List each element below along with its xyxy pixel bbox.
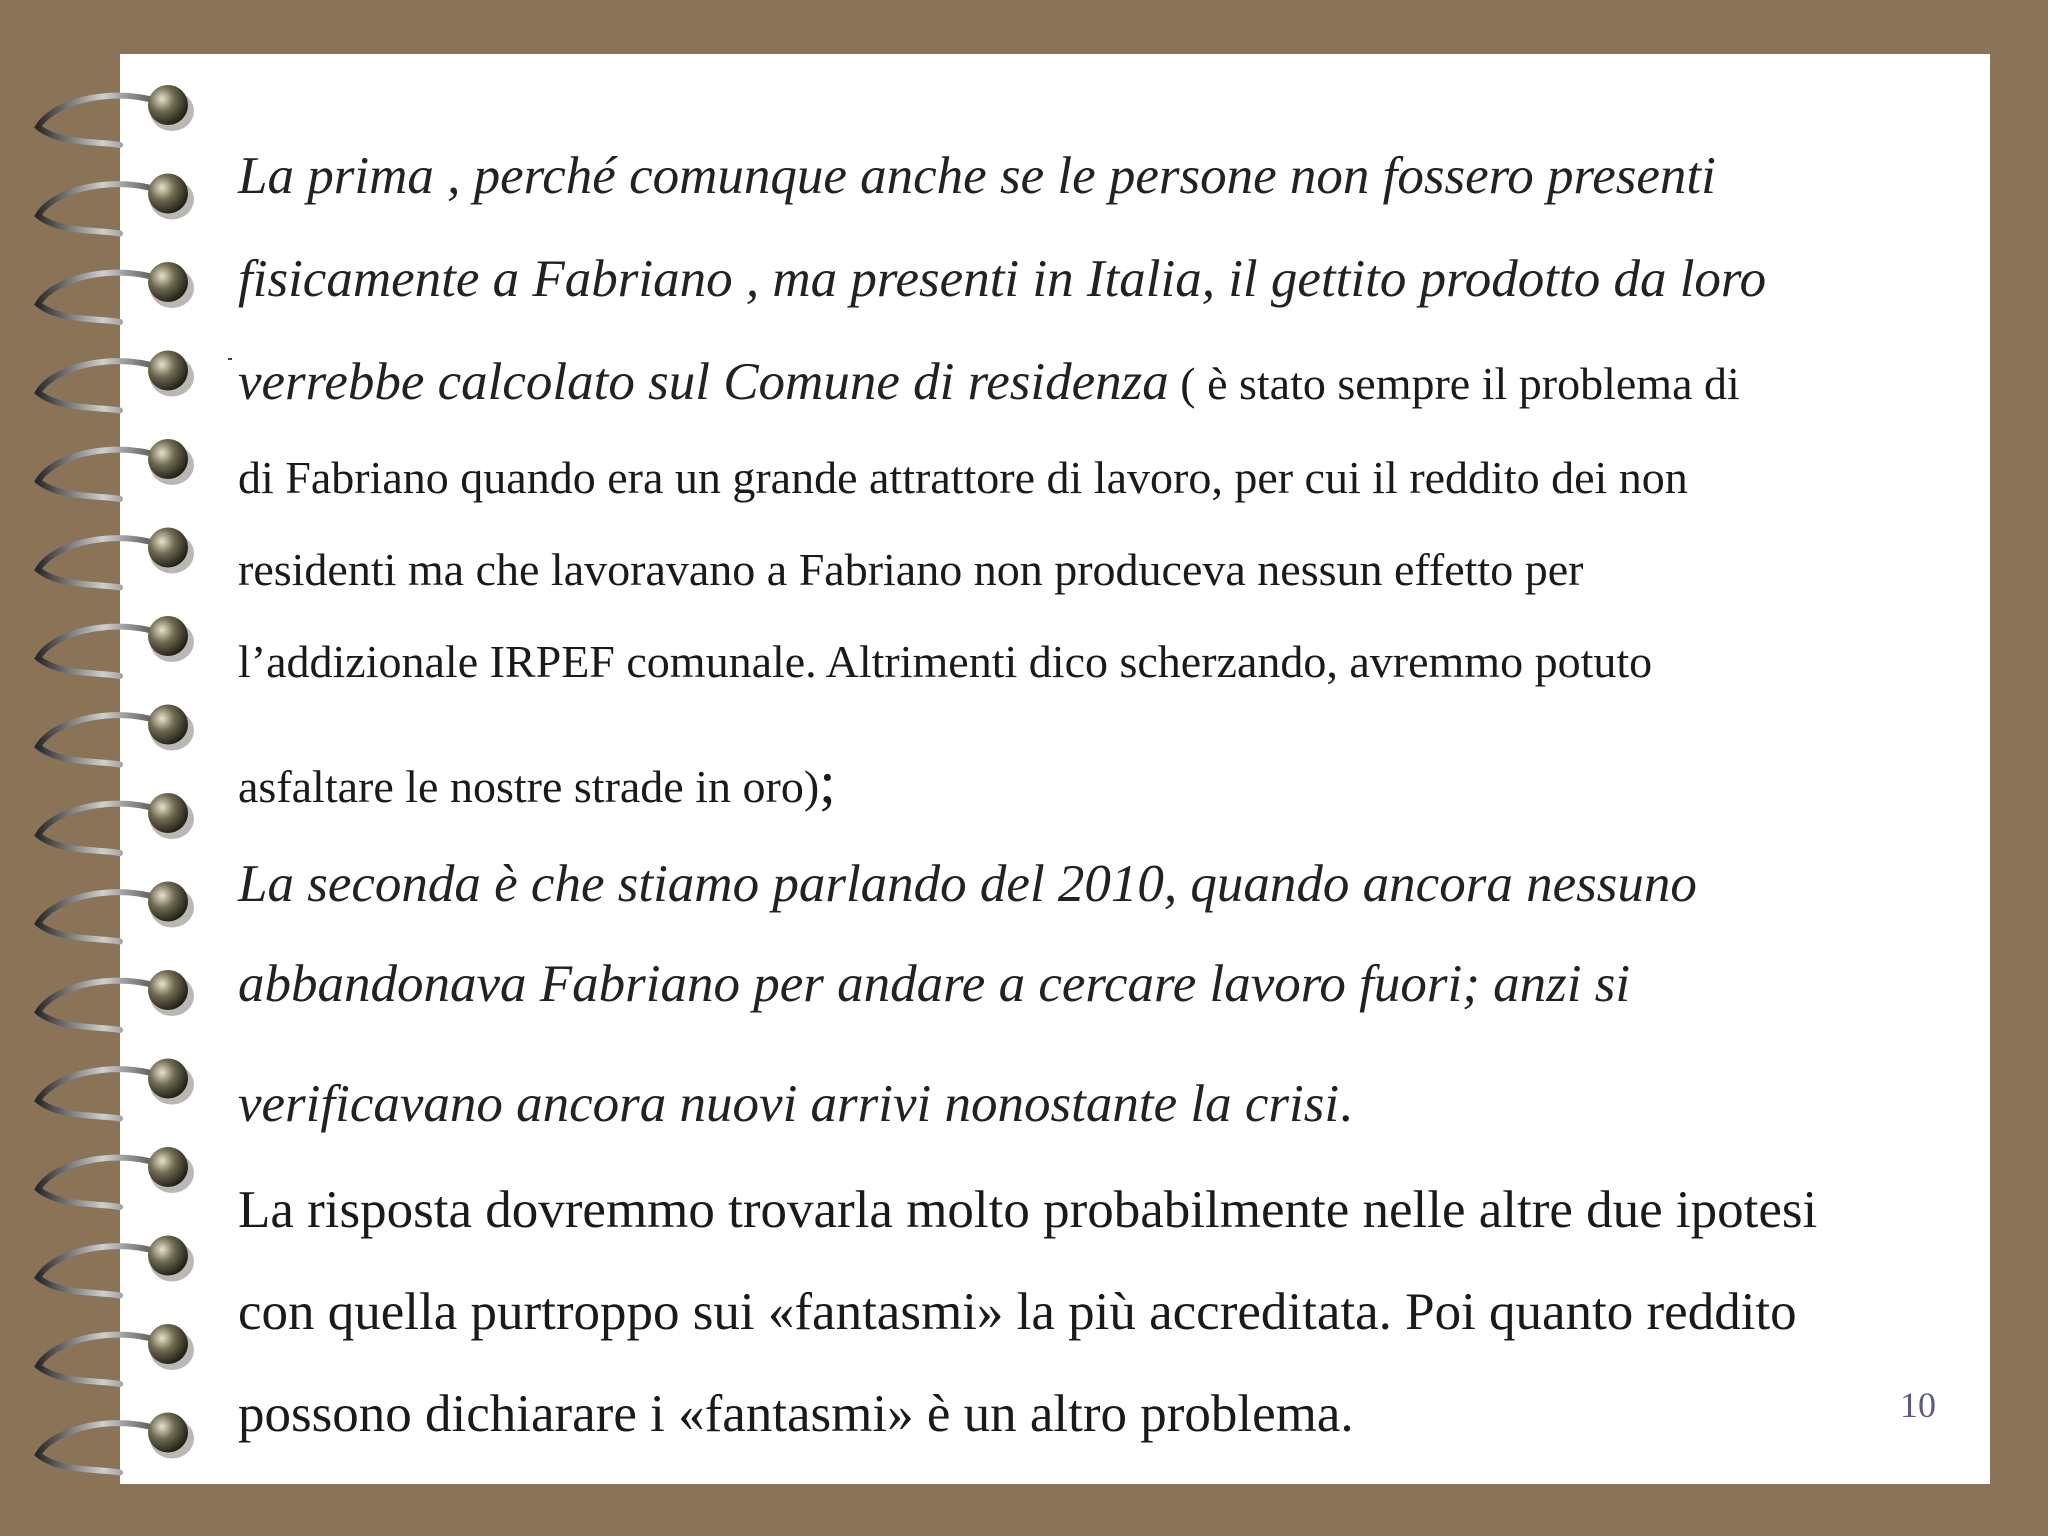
spiral-ring-icon (38, 439, 194, 499)
spiral-ring-icon (38, 1324, 194, 1384)
text-line-4 (238, 452, 1688, 503)
spiral-binding (0, 0, 220, 1536)
text-line-5 (238, 544, 1584, 595)
text-line-1-italic: La prima , perché comunque anche se le persone non fossero presenti (238, 147, 1716, 205)
text-line-6 (238, 636, 1653, 687)
spiral-ring-icon (38, 705, 194, 765)
spiral-ring-icon (38, 262, 194, 322)
spiral-ring-icon (38, 1413, 194, 1473)
text-line-13 (238, 1385, 1354, 1443)
text-line-12 (238, 1283, 1797, 1341)
text-line-10-italic: verificavano ancora nuovi arrivi nonostante la crisi (238, 1075, 1340, 1133)
text-line-12-regular: con quella purtroppo sui «fantasmi» la più accreditata. Poi quanto reddito (238, 1283, 1797, 1341)
text-line-3-regular: ( è stato sempre il problema di (1168, 358, 1740, 409)
text-line-8 (238, 855, 1697, 913)
text-line-1 (238, 147, 1716, 205)
spiral-ring-icon (38, 1147, 194, 1207)
text-line-10 (238, 1075, 1353, 1133)
text-line-7-regular: asfaltare le nostre strade in oro) (238, 761, 820, 812)
spiral-ring-icon (38, 970, 194, 1030)
text-line-7-semicolon: ; (819, 749, 836, 815)
spiral-ring-icon (38, 793, 194, 853)
spiral-ring-icon (38, 1236, 194, 1296)
text-line-9 (238, 955, 1631, 1013)
stray-mark (228, 358, 232, 360)
text-line-2-italic: fisicamente a Fabriano , ma presenti in Italia, il gettito prodotto da loro (238, 250, 1767, 308)
text-line-11-regular: La risposta dovremmo trovarla molto probabilmente nelle altre due ipotesi (238, 1181, 1818, 1239)
spiral-ring-icon (38, 882, 194, 942)
spiral-ring-icon (38, 85, 194, 145)
text-line-6-regular: l’addizionale IRPEF comunale. Altrimenti dico scherzando, avremmo potuto (238, 636, 1653, 687)
spiral-ring-icon (38, 528, 194, 588)
text-line-7 (238, 749, 836, 815)
text-line-11 (238, 1181, 1818, 1239)
text-line-13-regular: possono dichiarare i «fantasmi» è un altro problema. (238, 1385, 1354, 1443)
spiral-ring-icon (38, 174, 194, 234)
spiral-ring-icon (38, 616, 194, 676)
text-line-9-italic: abbandonava Fabriano per andare a cercare lavoro fuori; anzi si (238, 955, 1631, 1013)
text-line-8-italic: La seconda è che stiamo parlando del 2010, quando ancora nessuno (238, 855, 1697, 913)
text-line-3-italic: verrebbe calcolato sul Comune di residenza (238, 353, 1169, 411)
text-line-10-regular: . (1339, 1075, 1353, 1133)
text-line-4-regular: di Fabriano quando era un grande attrattore di lavoro, per cui il reddito dei non (238, 452, 1688, 503)
text-line-3 (238, 353, 1740, 411)
text-line-2 (238, 250, 1767, 308)
spiral-ring-icon (38, 1059, 194, 1119)
spiral-ring-icon (38, 351, 194, 411)
text-line-5-regular: residenti ma che lavoravano a Fabriano non produceva nessun effetto per (238, 544, 1584, 595)
page-number: 10 (1900, 1385, 1936, 1425)
